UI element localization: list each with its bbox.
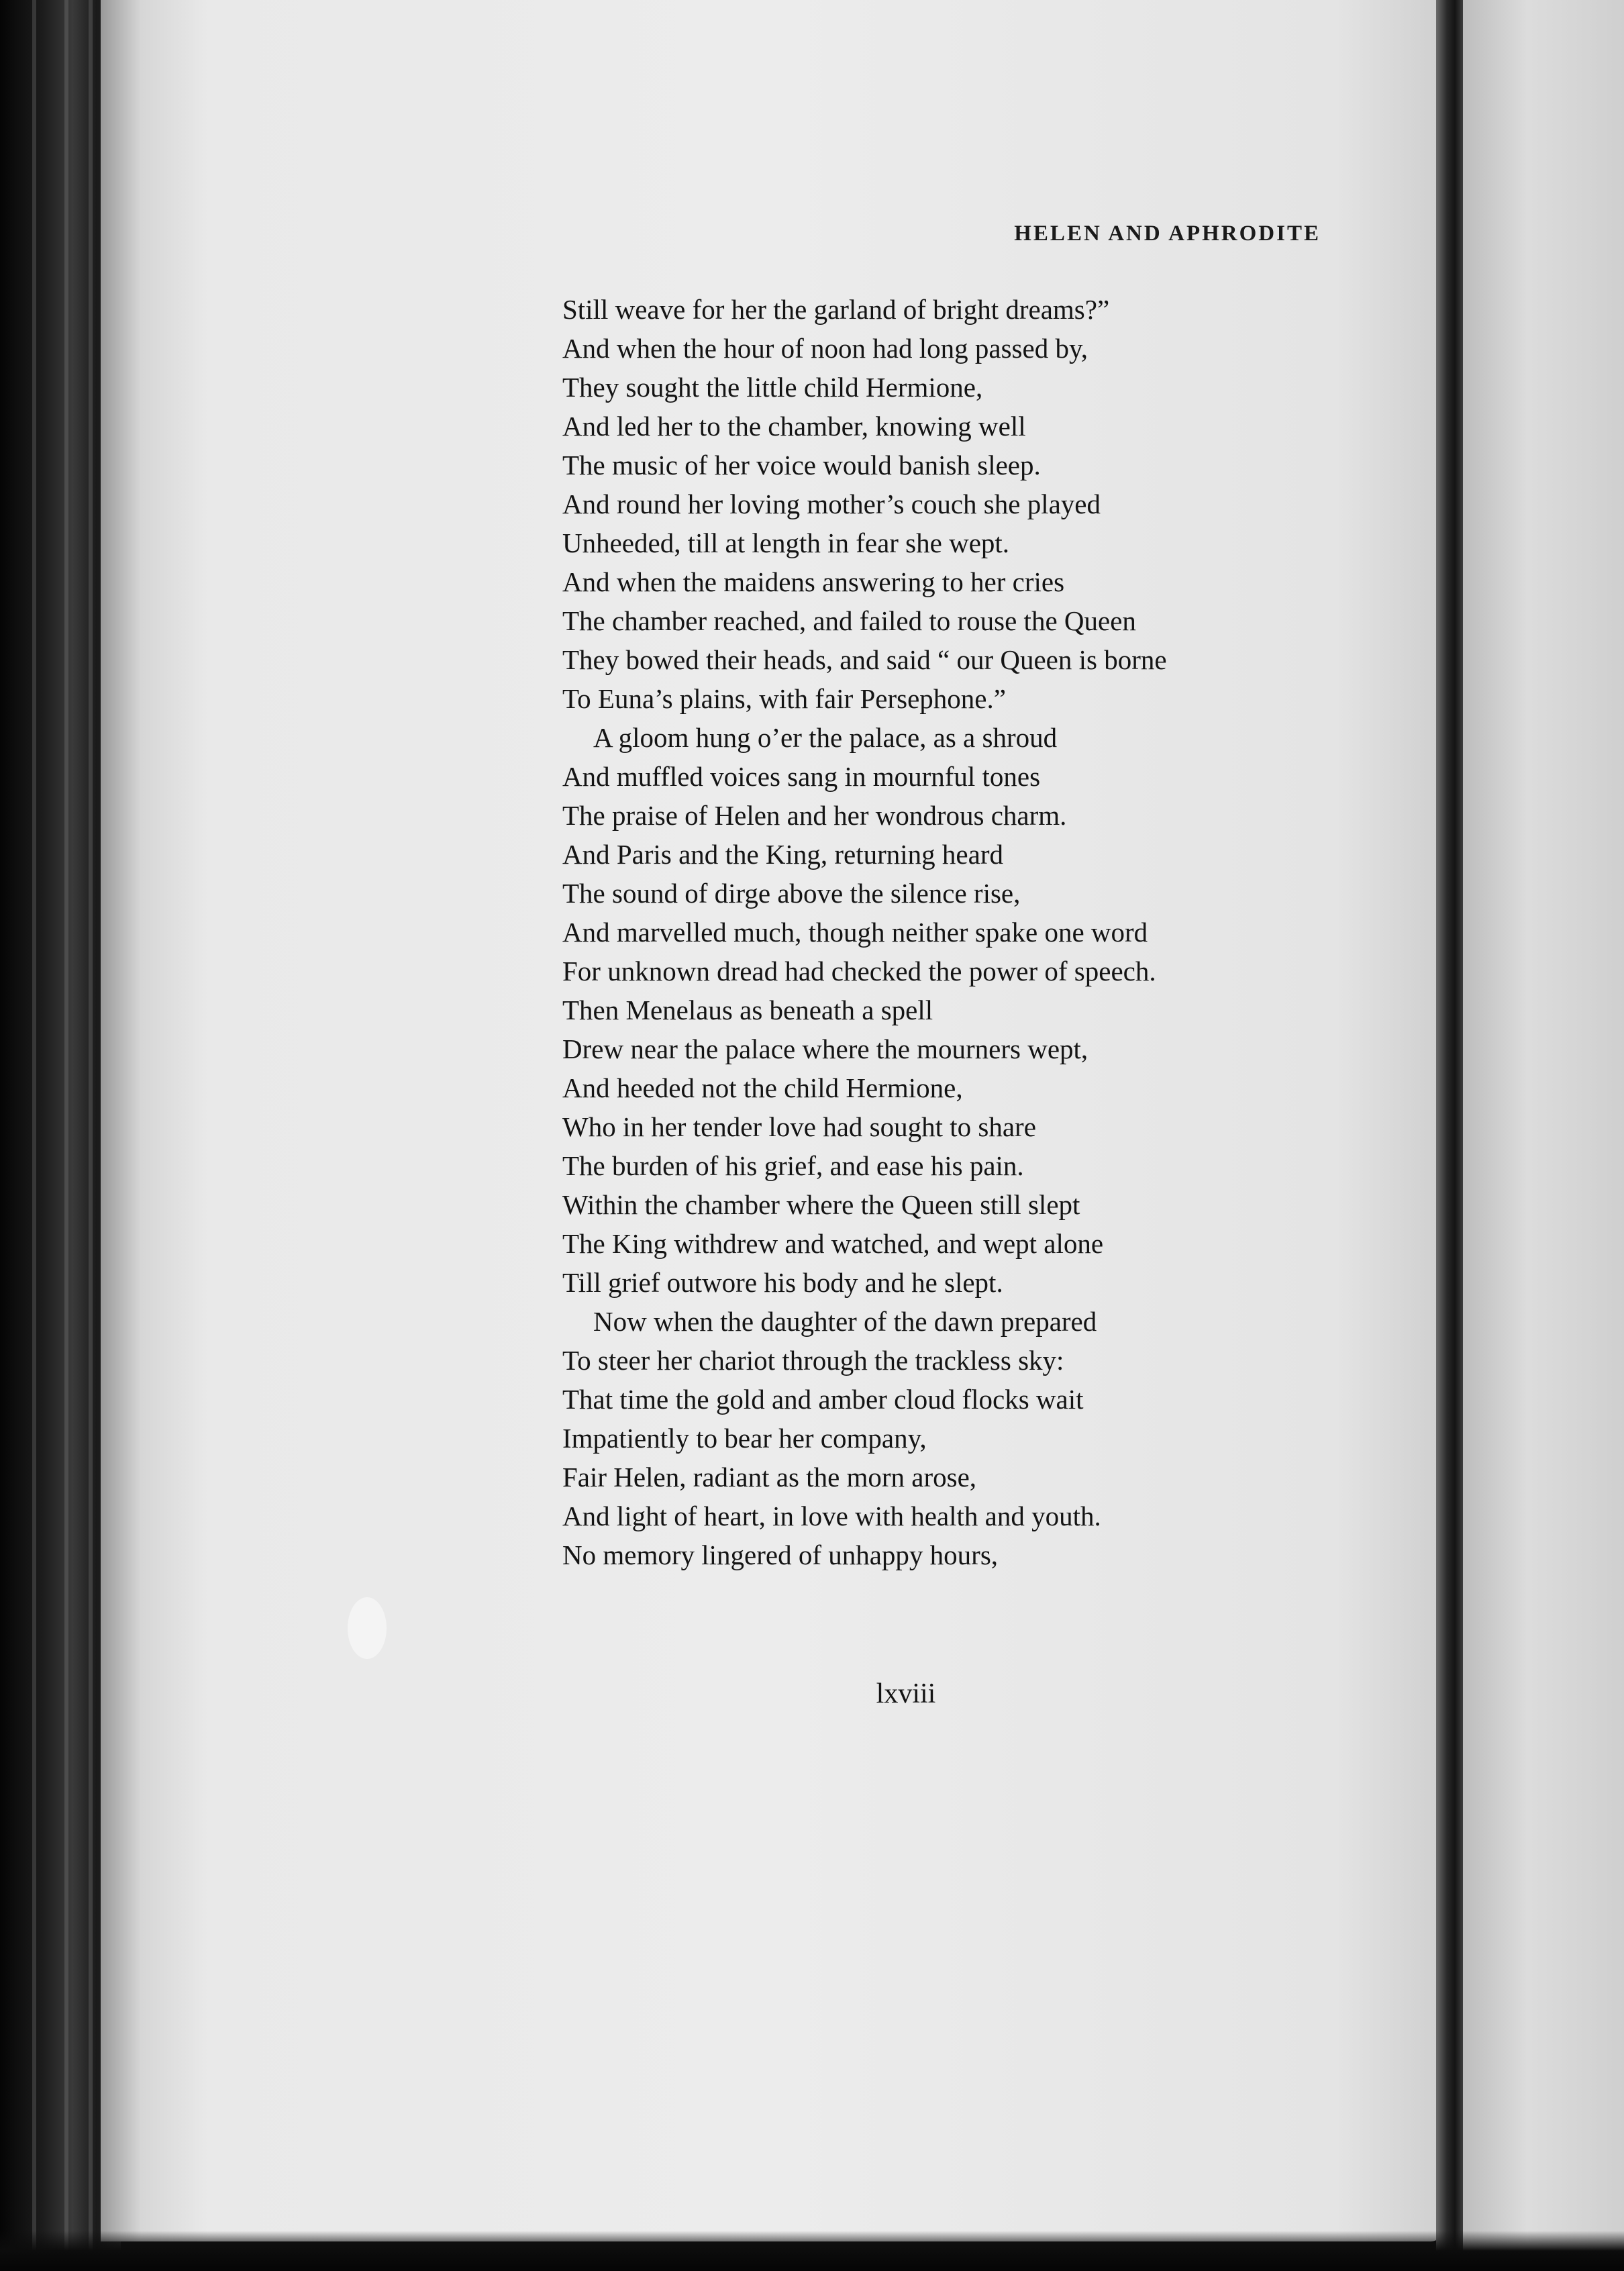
- poem-line: Impatiently to bear her company,: [562, 1423, 927, 1454]
- binding-streak: [32, 0, 36, 2271]
- poem-line: And Paris and the King, returning heard: [562, 839, 1003, 870]
- poem-line: Still weave for her the garland of bright dreams?”: [562, 294, 1110, 325]
- binding-streak: [64, 0, 68, 2271]
- poem-line: And when the maidens answering to her cries: [562, 566, 1065, 597]
- poem-line: They sought the little child Hermione,: [562, 372, 983, 403]
- paper-blemish: [348, 1597, 387, 1659]
- poem-line: Then Menelaus as beneath a spell: [562, 995, 933, 1025]
- poem-line: Who in her tender love had sought to share: [562, 1111, 1036, 1142]
- facing-page-edge: [1463, 0, 1624, 2271]
- poem-line: And marvelled much, though neither spake one word: [562, 917, 1148, 948]
- poem-line: The burden of his grief, and ease his pain.: [562, 1150, 1024, 1181]
- poem-line: To steer her chariot through the trackless sky:: [562, 1345, 1064, 1376]
- poem-line: Fair Helen, radiant as the morn arose,: [562, 1462, 977, 1493]
- poem-line: The praise of Helen and her wondrous charm.: [562, 800, 1067, 831]
- poem-line: No memory lingered of unhappy hours,: [562, 1540, 999, 1570]
- poem-line: That time the gold and amber cloud flocks wait: [562, 1384, 1084, 1415]
- poem-line: Till grief outwore his body and he slept.: [562, 1267, 1003, 1298]
- poem-line: They bowed their heads, and said “ our Queen is borne: [562, 644, 1167, 675]
- page-number: lxviii: [876, 1678, 936, 1709]
- poem-line: And muffled voices sang in mournful tones: [562, 761, 1041, 792]
- poem-text-block: [562, 290, 1321, 1574]
- poem-line: To Euna’s plains, with fair Persephone.”: [562, 683, 1006, 714]
- poem-line: A gloom hung o’er the palace, as a shroud: [593, 722, 1058, 753]
- poem-line: The chamber reached, and failed to rouse the Queen: [562, 605, 1136, 636]
- poem-line: Drew near the palace where the mourners wept,: [562, 1033, 1088, 1064]
- poem-line: And led her to the chamber, knowing well: [562, 411, 1026, 442]
- poem-line: For unknown dread had checked the power of speech.: [562, 956, 1156, 987]
- running-head: HELEN AND APHRODITE: [1014, 221, 1321, 246]
- poem-line: Unheeded, till at length in fear she wept.: [562, 527, 1010, 558]
- poem-line: The music of her voice would banish sleep.: [562, 450, 1041, 481]
- poem-line: Now when the daughter of the dawn prepared: [593, 1306, 1097, 1337]
- poem-line: And heeded not the child Hermione,: [562, 1072, 963, 1103]
- poem-line: The King withdrew and watched, and wept alone: [562, 1228, 1104, 1259]
- poem-line: And round her loving mother’s couch she played: [562, 489, 1101, 519]
- poem-line: Within the chamber where the Queen still slept: [562, 1189, 1080, 1220]
- poem-line: And light of heart, in love with health and youth.: [562, 1501, 1101, 1531]
- poem-line: The sound of dirge above the silence rise,: [562, 878, 1021, 909]
- binding-streak: [89, 0, 93, 2271]
- bottom-shadow-edge: [0, 2231, 1624, 2271]
- right-gutter: [1436, 0, 1463, 2271]
- poem-line: And when the hour of noon had long passed by,: [562, 333, 1088, 364]
